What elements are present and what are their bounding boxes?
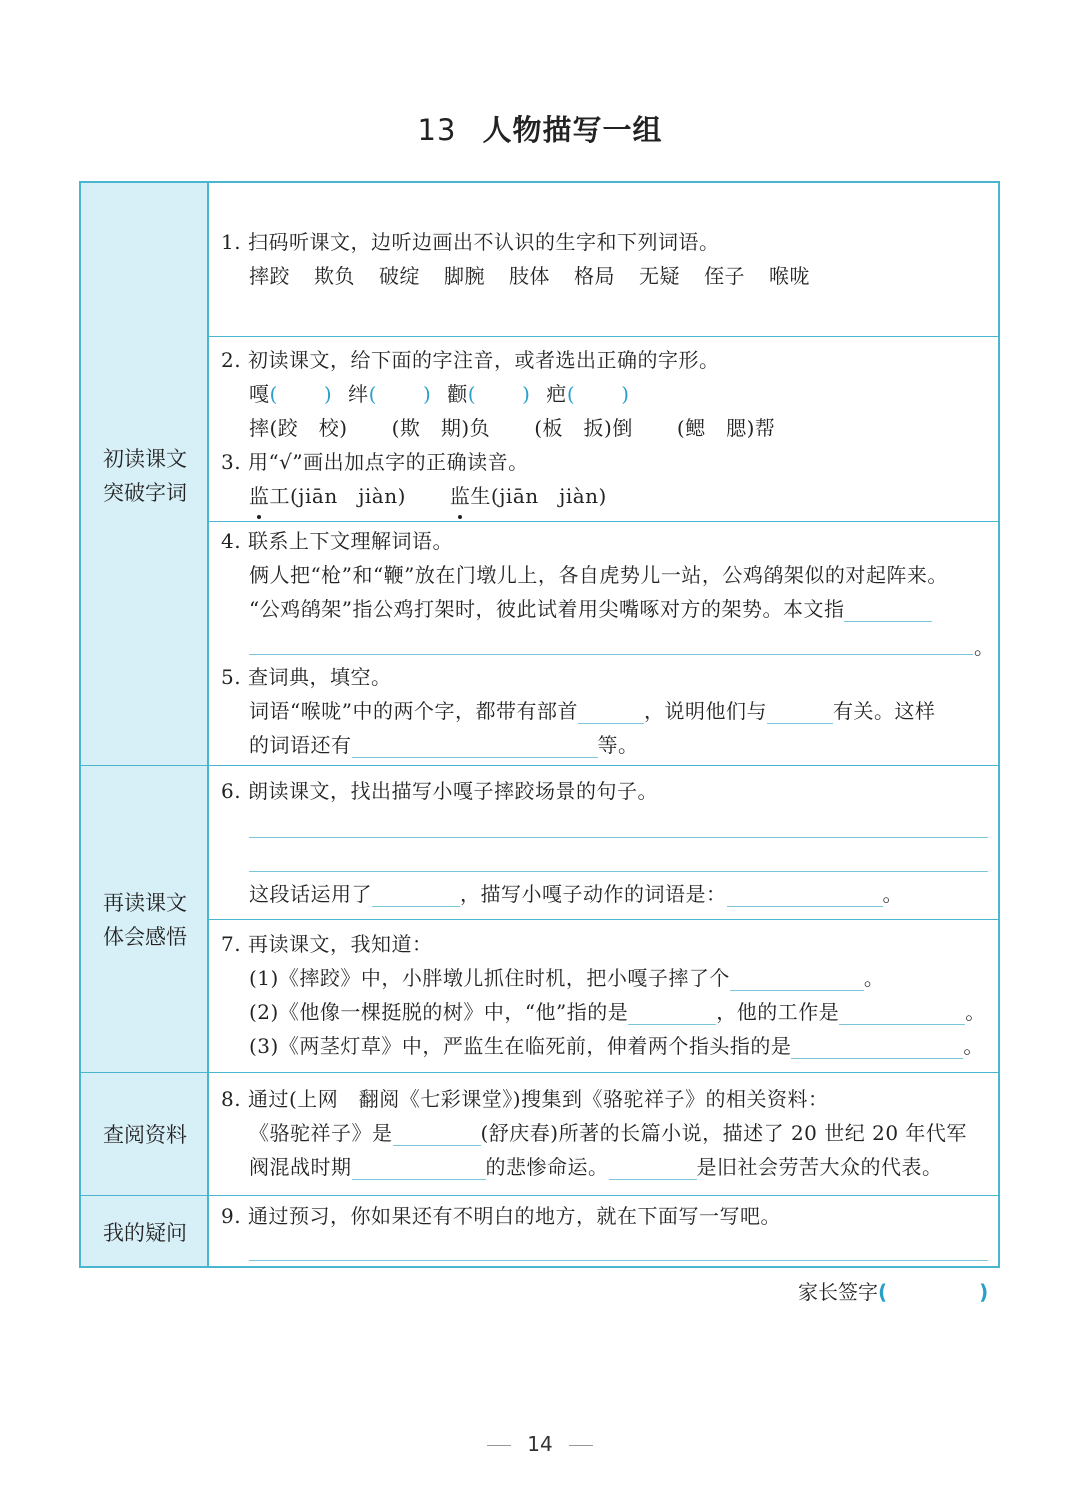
q4-quote: 俩人把“枪”和“鞭”放在门墩儿上，各自虎势儿一站，公鸡鹐架似的对起阵来。 bbox=[249, 563, 948, 587]
q8-line1 bbox=[249, 1116, 967, 1150]
section-label-first-reading bbox=[81, 442, 209, 510]
lesson-title: 人物描写一组 bbox=[482, 113, 663, 147]
choice-item[interactable]: (欺 期)负 bbox=[391, 416, 491, 440]
q7-text: ，他的工作是 bbox=[716, 1000, 840, 1024]
question-text: 通过预习，你如果还有不明白的地方，就在下面写一写吧。 bbox=[247, 1204, 781, 1228]
q8-text: 是旧社会劳苦大众的代表。 bbox=[696, 1155, 943, 1179]
q5-text: 词语“喉咙”中的两个字，都带有部首 bbox=[249, 699, 578, 723]
answer-blank[interactable] bbox=[839, 998, 965, 1025]
signature-paren-close: ) bbox=[979, 1280, 989, 1304]
signature-paren-open: ( bbox=[878, 1280, 888, 1304]
question-text: 扫码听课文，边听边画出不认识的生字和下列词语。 bbox=[247, 230, 720, 254]
answer-blank[interactable]: ( ) bbox=[566, 382, 630, 406]
q5-text: ，说明他们与 bbox=[643, 699, 767, 723]
answer-blank[interactable] bbox=[393, 1119, 481, 1146]
answer-blank[interactable] bbox=[730, 964, 864, 991]
answer-line[interactable] bbox=[249, 837, 988, 838]
q5-text: 有关。这样 bbox=[832, 699, 936, 723]
q1-word-list bbox=[249, 259, 810, 293]
q5-line1 bbox=[249, 694, 935, 728]
vocab-word: 破绽 bbox=[379, 264, 420, 288]
section-divider bbox=[81, 1072, 998, 1073]
q6-fill bbox=[249, 877, 903, 911]
q7-text: 。 bbox=[963, 1034, 984, 1058]
section-label-text: 查阅资料 bbox=[103, 1123, 187, 1147]
vocab-word: 喉咙 bbox=[769, 264, 810, 288]
question-text: 用“√”画出加点字的正确读音。 bbox=[247, 450, 529, 474]
page-number-dash bbox=[569, 1445, 593, 1446]
q7-text: 。 bbox=[965, 1000, 986, 1024]
parent-signature bbox=[798, 1276, 988, 1305]
answer-blank[interactable] bbox=[727, 880, 883, 907]
choice-item[interactable]: 摔(跤 校) bbox=[249, 416, 348, 440]
answer-blank[interactable] bbox=[352, 1153, 486, 1180]
answer-line[interactable] bbox=[249, 871, 988, 872]
answer-blank[interactable] bbox=[578, 697, 644, 724]
question-number: 7. bbox=[221, 932, 242, 956]
q7-text: 。 bbox=[863, 966, 885, 990]
section-label-text: 初读课文 bbox=[103, 447, 187, 471]
row-divider bbox=[209, 521, 998, 522]
question-7 bbox=[221, 927, 432, 961]
q7-item-1 bbox=[249, 961, 884, 995]
char-to-annotate: 颧 bbox=[447, 382, 468, 406]
choice-item[interactable]: (板 扳)倒 bbox=[534, 416, 633, 440]
vocab-word: 侄子 bbox=[704, 264, 745, 288]
answer-blank[interactable] bbox=[791, 1032, 963, 1059]
question-number: 6. bbox=[221, 779, 242, 803]
q2-pinyin-row bbox=[249, 377, 630, 411]
question-2 bbox=[221, 343, 719, 377]
question-number: 4. bbox=[221, 529, 242, 553]
q6-text: ，描写小嘎子动作的词语是： bbox=[460, 882, 727, 906]
question-1 bbox=[221, 225, 719, 259]
question-number: 9. bbox=[221, 1204, 242, 1228]
char-to-annotate: 绊 bbox=[348, 382, 369, 406]
q4-prompt bbox=[249, 592, 932, 626]
answer-line[interactable] bbox=[249, 1260, 988, 1261]
answer-blank[interactable] bbox=[767, 697, 833, 724]
pronunciation-choice[interactable]: 生(jiān jiàn) bbox=[470, 484, 607, 508]
q7-text: (3)《两茎灯草》中，严监生在临死前，伸着两个指头指的是 bbox=[249, 1034, 792, 1058]
question-number: 8. bbox=[221, 1087, 242, 1111]
question-text: 再读课文，我知道： bbox=[247, 932, 433, 956]
page-title bbox=[0, 108, 1080, 149]
question-text: 联系上下文理解词语。 bbox=[247, 529, 453, 553]
vocab-word: 摔跤 bbox=[249, 264, 290, 288]
q8-text: (舒庆春)所著的长篇小说，描述了 20 世纪 20 年代军 bbox=[480, 1121, 967, 1145]
vocab-word: 格局 bbox=[574, 264, 615, 288]
q2-choice-row bbox=[249, 411, 775, 445]
choice-item[interactable]: (鳃 腮)帮 bbox=[676, 416, 776, 440]
question-8 bbox=[221, 1082, 829, 1116]
answer-blank[interactable]: ( ) bbox=[368, 382, 432, 406]
question-3 bbox=[221, 445, 529, 479]
answer-blank[interactable] bbox=[352, 731, 598, 758]
dotted-char: 监 bbox=[450, 479, 471, 513]
question-number: 3. bbox=[221, 450, 242, 474]
section-label-second-reading bbox=[81, 886, 209, 954]
period: 。 bbox=[974, 635, 995, 659]
answer-line[interactable] bbox=[249, 654, 973, 655]
section-label-column bbox=[81, 183, 209, 1266]
q7-item-2 bbox=[249, 995, 986, 1029]
q5-text: 等。 bbox=[597, 733, 639, 757]
char-to-annotate: 疤 bbox=[546, 382, 567, 406]
answer-blank[interactable] bbox=[628, 998, 716, 1025]
q7-item-3 bbox=[249, 1029, 984, 1063]
row-divider bbox=[209, 919, 998, 920]
section-label-text: 我的疑问 bbox=[103, 1221, 187, 1245]
q7-text: (1)《摔跤》中，小胖墩儿抓住时机，把小嘎子摔了个 bbox=[249, 966, 730, 990]
question-9 bbox=[221, 1199, 781, 1233]
q6-text: 这段话运用了 bbox=[249, 882, 372, 906]
question-text: 通过(上网 翻阅《七彩课堂》)搜集到《骆驼祥子》的相关资料： bbox=[247, 1087, 829, 1111]
row-divider bbox=[209, 336, 998, 337]
q3-pronunciation-row bbox=[249, 479, 607, 513]
q5-text: 的词语还有 bbox=[249, 733, 352, 757]
question-5 bbox=[221, 660, 391, 694]
vocab-word: 脚腕 bbox=[444, 264, 485, 288]
page-number bbox=[0, 1432, 1080, 1456]
q6-text: 。 bbox=[882, 882, 903, 906]
q4-prompt-text: “公鸡鹐架”指公鸡打架时，彼此试着用尖嘴啄对方的架势。本文指 bbox=[249, 597, 845, 621]
answer-blank[interactable]: ( ) bbox=[269, 382, 333, 406]
q8-line2 bbox=[249, 1150, 943, 1184]
question-4 bbox=[221, 524, 453, 558]
section-label-research bbox=[81, 1118, 209, 1152]
section-label-questions bbox=[81, 1216, 209, 1250]
question-number: 1. bbox=[221, 230, 242, 254]
q8-text: 的悲惨命运。 bbox=[485, 1155, 609, 1179]
question-text: 初读课文，给下面的字注音，或者选出正确的字形。 bbox=[247, 348, 720, 372]
dotted-char: 监 bbox=[249, 479, 270, 513]
answer-blank[interactable] bbox=[609, 1153, 697, 1180]
answer-blank[interactable] bbox=[844, 595, 932, 622]
answer-blank[interactable] bbox=[372, 880, 460, 907]
q5-line2 bbox=[249, 728, 639, 762]
page-number-dash bbox=[487, 1445, 511, 1446]
section-divider bbox=[81, 1195, 998, 1196]
pronunciation-choice[interactable]: 工(jiān jiàn) bbox=[269, 484, 406, 508]
signature-label: 家长签字 bbox=[798, 1280, 878, 1304]
vocab-word: 欺负 bbox=[314, 264, 355, 288]
answer-blank[interactable]: ( ) bbox=[467, 382, 531, 406]
char-to-annotate: 嘎 bbox=[249, 382, 270, 406]
question-text: 朗读课文，找出描写小嘎子摔跤场景的句子。 bbox=[247, 779, 658, 803]
question-text: 查词典，填空。 bbox=[247, 665, 392, 689]
vocab-word: 无疑 bbox=[639, 264, 680, 288]
question-number: 2. bbox=[221, 348, 242, 372]
question-number: 5. bbox=[221, 665, 242, 689]
q7-text: (2)《他像一棵挺脱的树》中，“他”指的是 bbox=[249, 1000, 629, 1024]
section-divider bbox=[81, 765, 998, 766]
section-label-text: 体会感悟 bbox=[103, 925, 187, 949]
q8-text: 《骆驼祥子》是 bbox=[249, 1121, 393, 1145]
section-label-text: 再读课文 bbox=[103, 891, 187, 915]
section-label-text: 突破字词 bbox=[103, 481, 187, 505]
q8-text: 阀混战时期 bbox=[249, 1155, 352, 1179]
lesson-number: 13 bbox=[417, 113, 457, 147]
page-number-text: 14 bbox=[527, 1432, 553, 1456]
question-6 bbox=[221, 774, 658, 808]
vocab-word: 肢体 bbox=[509, 264, 550, 288]
